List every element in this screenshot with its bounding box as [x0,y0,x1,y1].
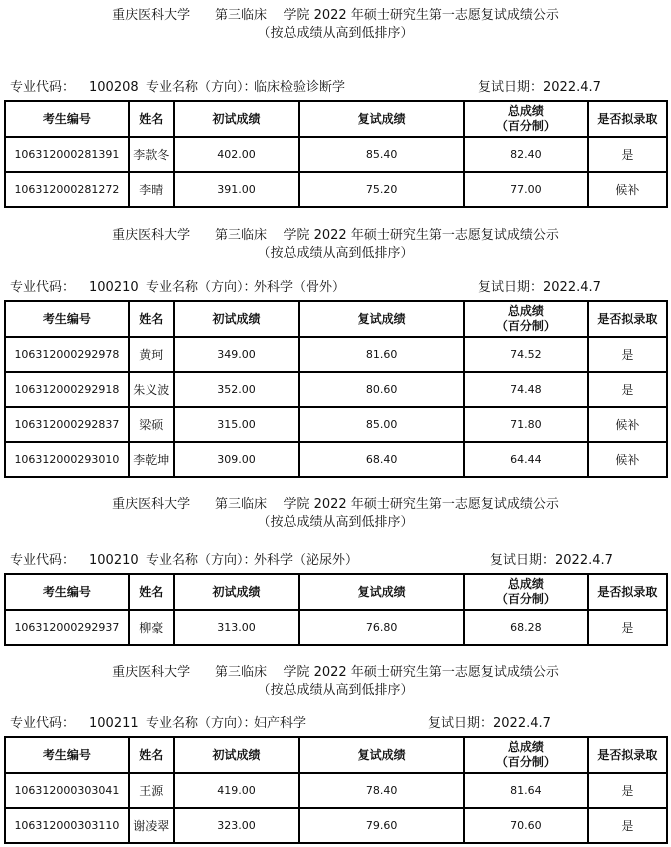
candidate-id: 106312000281272 [5,172,129,207]
header-name: 姓名 [129,301,174,337]
admission-status: 候补 [588,442,667,477]
retest-date: 复试日期：2022.4.7 [490,553,613,568]
major-name: 外科学（骨外） [254,280,346,295]
total-score: 77.00 [464,172,588,207]
total-score: 74.48 [464,372,588,407]
grades-table [4,573,668,646]
header-row [5,574,667,610]
admission-status: 候补 [588,407,667,442]
notice-title: 重庆医科大学 第三临床 学院 2022 年硕士研究生第一志愿复试成绩公示 [112,497,559,512]
total-score: 71.80 [464,407,588,442]
header-total-line1: 总成绩 [507,577,544,591]
admission-status: 是 [588,137,667,172]
admission-status: 是 [588,337,667,372]
code-label: 专业代码： [10,80,76,95]
prelim-score: 352.00 [174,372,300,407]
total-score: 82.40 [464,137,588,172]
retest-score: 85.00 [299,407,463,442]
candidate-name: 谢凌翠 [129,808,174,843]
major-name: 妇产科学 [254,716,307,731]
candidate-id: 106312000292837 [5,407,129,442]
header-name: 姓名 [129,101,174,137]
header-retest-score: 复试成绩 [299,574,463,610]
header-total-line2: （百分制） [495,592,556,606]
major-label: 专业名称（方向）： [146,716,257,731]
header-total-score [464,301,588,337]
admission-status: 候补 [588,172,667,207]
prelim-score: 349.00 [174,337,300,372]
candidate-id: 106312000292978 [5,337,129,372]
candidate-id: 106312000303110 [5,808,129,843]
header-prelim-score: 初试成绩 [174,574,300,610]
header-retest-score: 复试成绩 [299,101,463,137]
header-admission: 是否拟录取 [588,574,667,610]
candidate-name: 李乾坤 [129,442,174,477]
candidate-id: 106312000293010 [5,442,129,477]
header-row [5,737,667,773]
candidate-name: 李晴 [129,172,174,207]
header-total-line1: 总成绩 [507,104,544,118]
retest-date: 复试日期：2022.4.7 [428,716,551,731]
program-code: 100210 [89,553,139,568]
header-retest-score: 复试成绩 [299,737,463,773]
notice-subtitle: （按总成绩从高到低排序） [257,515,414,530]
header-admission: 是否拟录取 [588,737,667,773]
program-info-line [0,716,671,732]
program-info-line [0,80,671,96]
header-prelim-score: 初试成绩 [174,301,300,337]
program-info-line [0,280,671,296]
prelim-score: 313.00 [174,610,300,645]
grades-table [4,736,668,844]
header-row [5,301,667,337]
header-admission: 是否拟录取 [588,101,667,137]
prelim-score: 391.00 [174,172,300,207]
total-score: 81.64 [464,773,588,808]
table-row [5,773,667,808]
total-score: 64.44 [464,442,588,477]
candidate-name: 梁硕 [129,407,174,442]
header-name: 姓名 [129,737,174,773]
candidate-name: 黄珂 [129,337,174,372]
candidate-name: 李款冬 [129,137,174,172]
program-code: 100211 [89,716,139,731]
retest-score: 85.40 [299,137,463,172]
header-total-score [464,737,588,773]
table-row [5,137,667,172]
retest-score: 76.80 [299,610,463,645]
header-total-line1: 总成绩 [507,740,544,754]
major-name: 临床检验诊断学 [254,80,346,95]
header-prelim-score: 初试成绩 [174,737,300,773]
retest-date: 复试日期：2022.4.7 [478,280,601,295]
header-candidate-id: 考生编号 [5,301,129,337]
retest-score: 79.60 [299,808,463,843]
notice-title: 重庆医科大学 第三临床 学院 2022 年硕士研究生第一志愿复试成绩公示 [112,8,559,23]
header-total-line2: （百分制） [495,119,556,133]
table-row [5,442,667,477]
header-candidate-id: 考生编号 [5,737,129,773]
header-total-line2: （百分制） [495,319,556,333]
admission-status: 是 [588,610,667,645]
admission-status: 是 [588,773,667,808]
grades-table [4,300,668,478]
table-row [5,172,667,207]
total-score: 70.60 [464,808,588,843]
notice-title: 重庆医科大学 第三临床 学院 2022 年硕士研究生第一志愿复试成绩公示 [112,228,559,243]
grades-table [4,100,668,208]
header-admission: 是否拟录取 [588,301,667,337]
candidate-id: 106312000292937 [5,610,129,645]
candidate-name: 朱义波 [129,372,174,407]
major-label: 专业名称（方向）： [146,80,257,95]
header-candidate-id: 考生编号 [5,574,129,610]
retest-date: 复试日期：2022.4.7 [478,80,601,95]
header-total-line1: 总成绩 [507,304,544,318]
admission-status: 是 [588,372,667,407]
candidate-id: 106312000303041 [5,773,129,808]
header-prelim-score: 初试成绩 [174,101,300,137]
admission-status: 是 [588,808,667,843]
prelim-score: 315.00 [174,407,300,442]
notice-subtitle: （按总成绩从高到低排序） [257,683,414,698]
program-code: 100210 [89,280,139,295]
prelim-score: 323.00 [174,808,300,843]
code-label: 专业代码： [10,280,76,295]
prelim-score: 402.00 [174,137,300,172]
header-retest-score: 复试成绩 [299,301,463,337]
total-score: 68.28 [464,610,588,645]
candidate-name: 王源 [129,773,174,808]
notice-title: 重庆医科大学 第三临床 学院 2022 年硕士研究生第一志愿复试成绩公示 [112,665,559,680]
total-score: 74.52 [464,337,588,372]
major-label: 专业名称（方向）： [146,280,257,295]
header-total-score [464,574,588,610]
header-candidate-id: 考生编号 [5,101,129,137]
program-code: 100208 [89,80,139,95]
header-total-score [464,101,588,137]
prelim-score: 419.00 [174,773,300,808]
notice-subtitle: （按总成绩从高到低排序） [257,246,414,261]
retest-score: 78.40 [299,773,463,808]
table-row [5,610,667,645]
header-total-line2: （百分制） [495,755,556,769]
retest-score: 81.60 [299,337,463,372]
table-row [5,407,667,442]
code-label: 专业代码： [10,553,76,568]
header-name: 姓名 [129,574,174,610]
table-row [5,337,667,372]
retest-score: 68.40 [299,442,463,477]
candidate-id: 106312000281391 [5,137,129,172]
program-info-line [0,553,671,569]
table-row [5,372,667,407]
prelim-score: 309.00 [174,442,300,477]
retest-score: 75.20 [299,172,463,207]
major-label: 专业名称（方向）： [146,553,257,568]
code-label: 专业代码： [10,716,76,731]
major-name: 外科学（泌尿外） [254,553,359,568]
header-row [5,101,667,137]
table-row [5,808,667,843]
notice-subtitle: （按总成绩从高到低排序） [257,26,414,41]
candidate-name: 柳豪 [129,610,174,645]
candidate-id: 106312000292918 [5,372,129,407]
retest-score: 80.60 [299,372,463,407]
